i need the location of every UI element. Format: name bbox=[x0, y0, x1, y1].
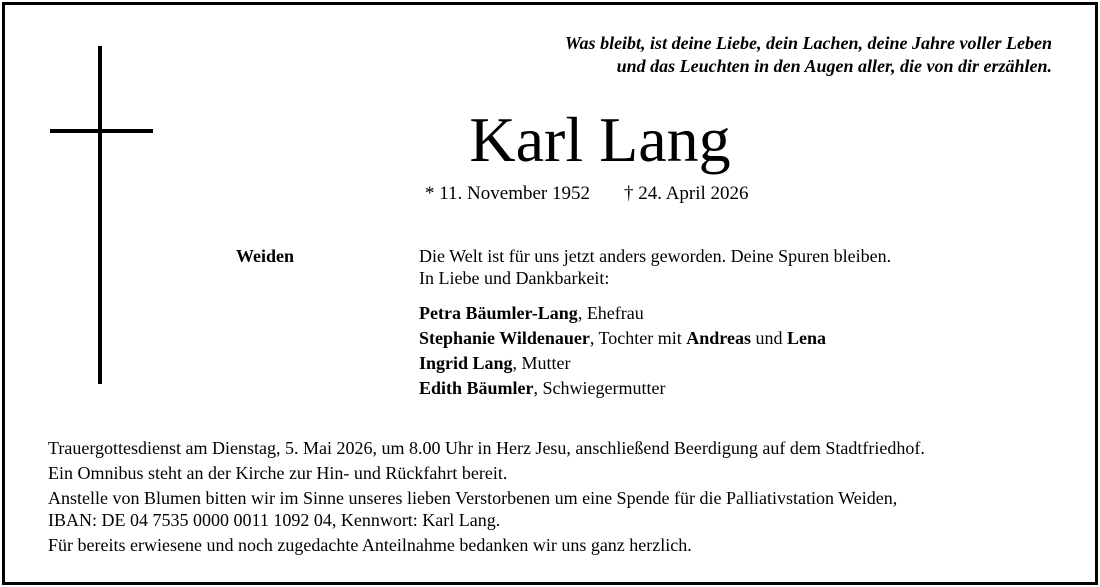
hometown: Weiden bbox=[236, 246, 295, 266]
birth-date: * 11. November 1952 bbox=[425, 183, 590, 204]
cross-icon-vertical bbox=[98, 46, 102, 384]
thanks-note: Für bereits erwiesene und noch zugedachte Anteilnahme bedanken wir uns ganz herzlich. bbox=[48, 535, 692, 555]
notes-block bbox=[48, 437, 925, 559]
family-member: Petra Bäumler-Lang, Ehefrau bbox=[419, 303, 644, 323]
message-line-2: In Liebe und Dankbarkeit: bbox=[419, 268, 610, 288]
message-line-1: Die Welt ist für uns jetzt anders geworden. Deine Spuren bleiben. bbox=[419, 246, 892, 266]
family-member: Edith Bäumler, Schwiegermutter bbox=[419, 378, 666, 398]
life-dates bbox=[425, 182, 749, 206]
mourners-block bbox=[419, 245, 891, 401]
donation-note-line-2: IBAN: DE 04 7535 0000 0011 1092 04, Kennwort: Karl Lang. bbox=[48, 510, 501, 530]
quote-line-2: und das Leuchten in den Augen aller, die von dir erzählen. bbox=[616, 56, 1052, 76]
family-member: Ingrid Lang, Mutter bbox=[419, 353, 571, 373]
death-date: † 24. April 2026 bbox=[624, 183, 749, 204]
family-member: Stephanie Wildenauer, Tochter mit Andreas und Lena bbox=[419, 328, 826, 348]
deceased-name: Karl Lang bbox=[469, 104, 731, 175]
family-list bbox=[419, 301, 891, 401]
memorial-quote bbox=[565, 32, 1052, 78]
service-note: Trauergottesdienst am Dienstag, 5. Mai 2026, um 8.00 Uhr in Herz Jesu, anschließend Beerdigung auf dem Stadtfriedhof. bbox=[48, 438, 925, 458]
donation-note-line-1: Anstelle von Blumen bitten wir im Sinne unseres lieben Verstorbenen um eine Spende für die Palliativstation Weiden, bbox=[48, 488, 898, 508]
bus-note: Ein Omnibus steht an der Kirche zur Hin- und Rückfahrt bereit. bbox=[48, 463, 508, 483]
quote-line-1: Was bleibt, ist deine Liebe, dein Lachen, deine Jahre voller Leben bbox=[564, 33, 1052, 53]
